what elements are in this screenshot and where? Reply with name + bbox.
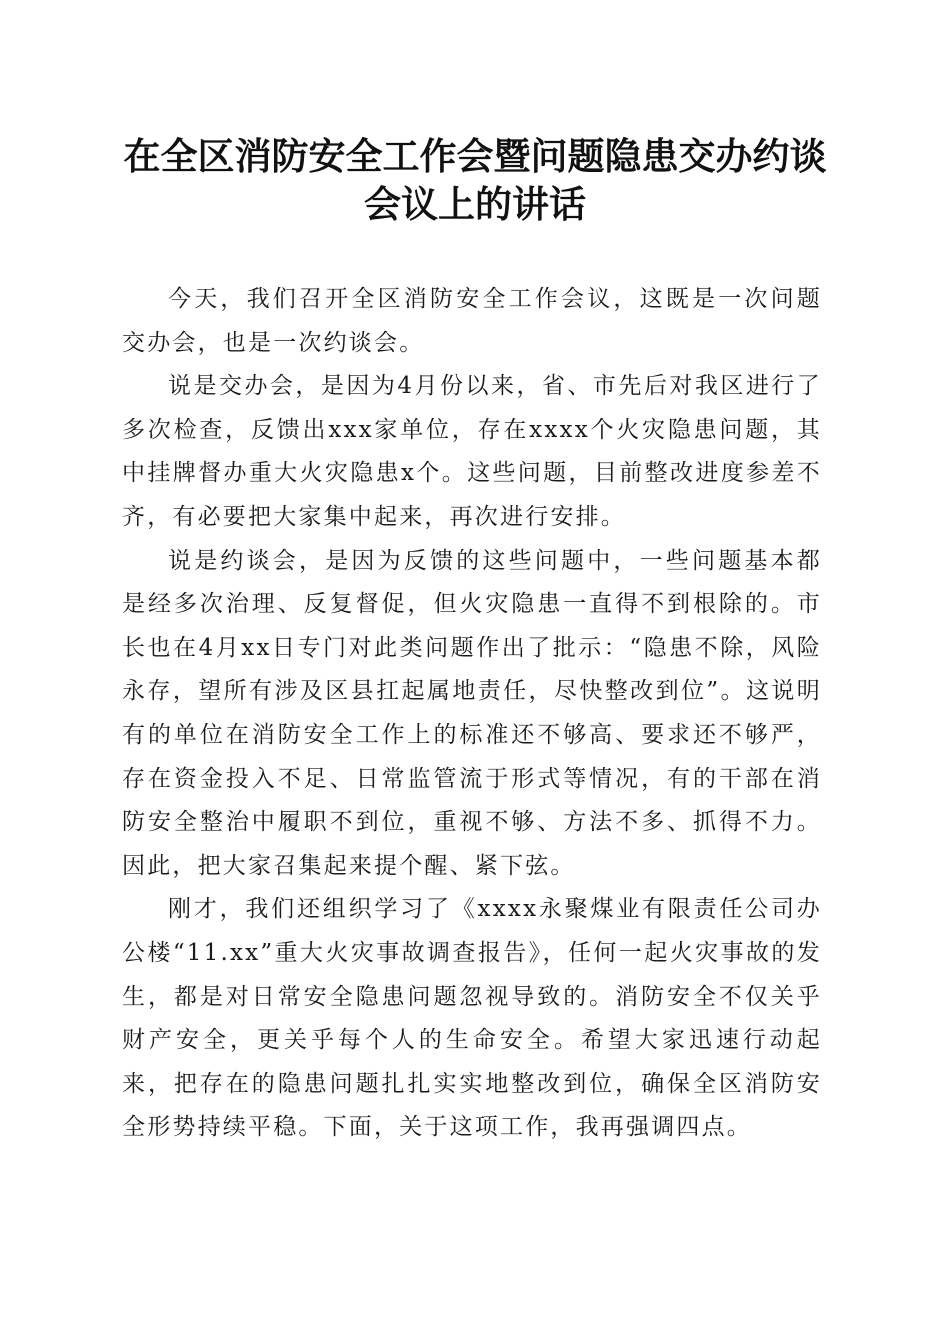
paragraph-handover-meeting: 说是交办会，是因为4月份以来，省、市先后对我区进行了多次检查，反馈出xxx家单位，存在xxxx个火灾隐患问题，其中挂牌督办重大火灾隐患x个。这些问题，目前整改进度参差不齐，有必要把大家集中起来，再次进行安排。 (122, 373, 822, 530)
document-title: 在全区消防安全工作会暨问题隐患交办约谈会议上的讲话 (123, 134, 827, 226)
paragraph-accident-report: 刚才，我们还组织学习了《xxxx永聚煤业有限责任公司办公楼“11.xx”重大火灾事故调查报告》，任何一起火灾事故的发生，都是对日常安全隐患问题忽视导致的。消防安全不仅关乎财产安全，更关乎每个人的生命安全。希望大家迅速行动起来，把存在的隐患问题扎扎实实地整改到位，确保全区消防安全形势持续平稳。下面，关于这项工作，我再强调四点。 (122, 896, 822, 1141)
document-body (122, 278, 822, 1150)
paragraph-interview-meeting: 说是约谈会，是因为反馈的这些问题中，一些问题基本都是经多次治理、反复督促，但火灾隐患一直得不到根除的。市长也在4月xx日专门对此类问题作出了批示：“隐患不除，风险永存，望所有涉及区县扛起属地责任，尽快整改到位”。这说明有的单位在消防安全工作上的标准还不够高、要求还不够严，存在资金投入不足、日常监管流于形式等情况，有的干部在消防安全整治中履职不到位，重视不够、方法不多、抓得不力。因此，把大家召集起来提个醒、紧下弦。 (122, 547, 822, 879)
paragraph-intro: 今天，我们召开全区消防安全工作会议，这既是一次问题交办会，也是一次约谈会。 (122, 286, 822, 356)
